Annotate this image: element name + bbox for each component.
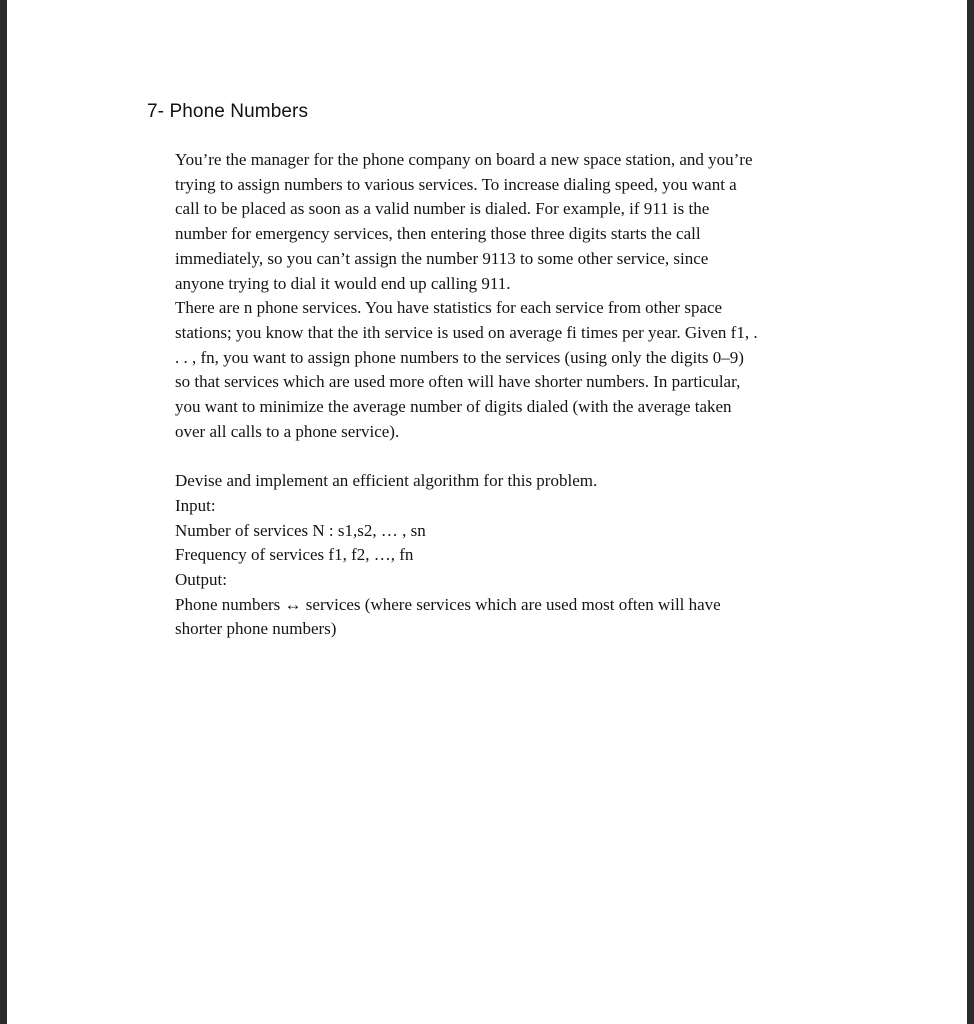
paragraph-spacer — [175, 444, 835, 469]
task-statement: Devise and implement an efficient algorithm for this problem. — [175, 471, 598, 491]
text-line: you want to minimize the average number of digits dialed (with the average taken — [175, 397, 732, 417]
input-label: Input: — [175, 495, 216, 515]
text-line: There are n phone services. You have statistics for each service from other space — [175, 298, 723, 318]
input-services-line: Number of services N : s1,s2, … , sn — [175, 520, 426, 540]
text-line: anyone trying to dial it would end up calling 911. — [175, 273, 511, 293]
section-heading: 7- Phone Numbers — [147, 101, 309, 122]
text-line: stations; you know that the ith service is used on average fi times per year. Given f1, . — [175, 322, 758, 342]
text-line: immediately, so you can’t assign the number 9113 to some other service, since — [175, 248, 709, 268]
text-line: number for emergency services, then entering those three digits starts the call — [175, 224, 701, 244]
problem-description-paragraph — [175, 148, 835, 296]
text-line: You’re the manager for the phone company on board a new space station, and you’re — [175, 150, 753, 169]
output-line: Phone numbers ↔ services (where services which are used most often will have — [175, 594, 721, 614]
text-line: . . , fn, you want to assign phone numbers to the services (using only the digits 0–9) — [175, 347, 744, 367]
text-line: over all calls to a phone service). — [175, 421, 400, 441]
problem-statistics-paragraph — [175, 296, 835, 444]
document-page — [7, 0, 967, 1024]
text-line: so that services which are used more often will have shorter numbers. In particular, — [175, 372, 741, 392]
problem-body — [175, 148, 835, 642]
output-line: shorter phone numbers) — [175, 619, 337, 639]
input-frequency-line: Frequency of services f1, f2, …, fn — [175, 545, 414, 565]
text-line: call to be placed as soon as a valid number is dialed. For example, if 911 is the — [175, 199, 710, 219]
text-line: trying to assign numbers to various services. To increase dialing speed, you want a — [175, 174, 737, 194]
output-label: Output: — [175, 569, 227, 589]
